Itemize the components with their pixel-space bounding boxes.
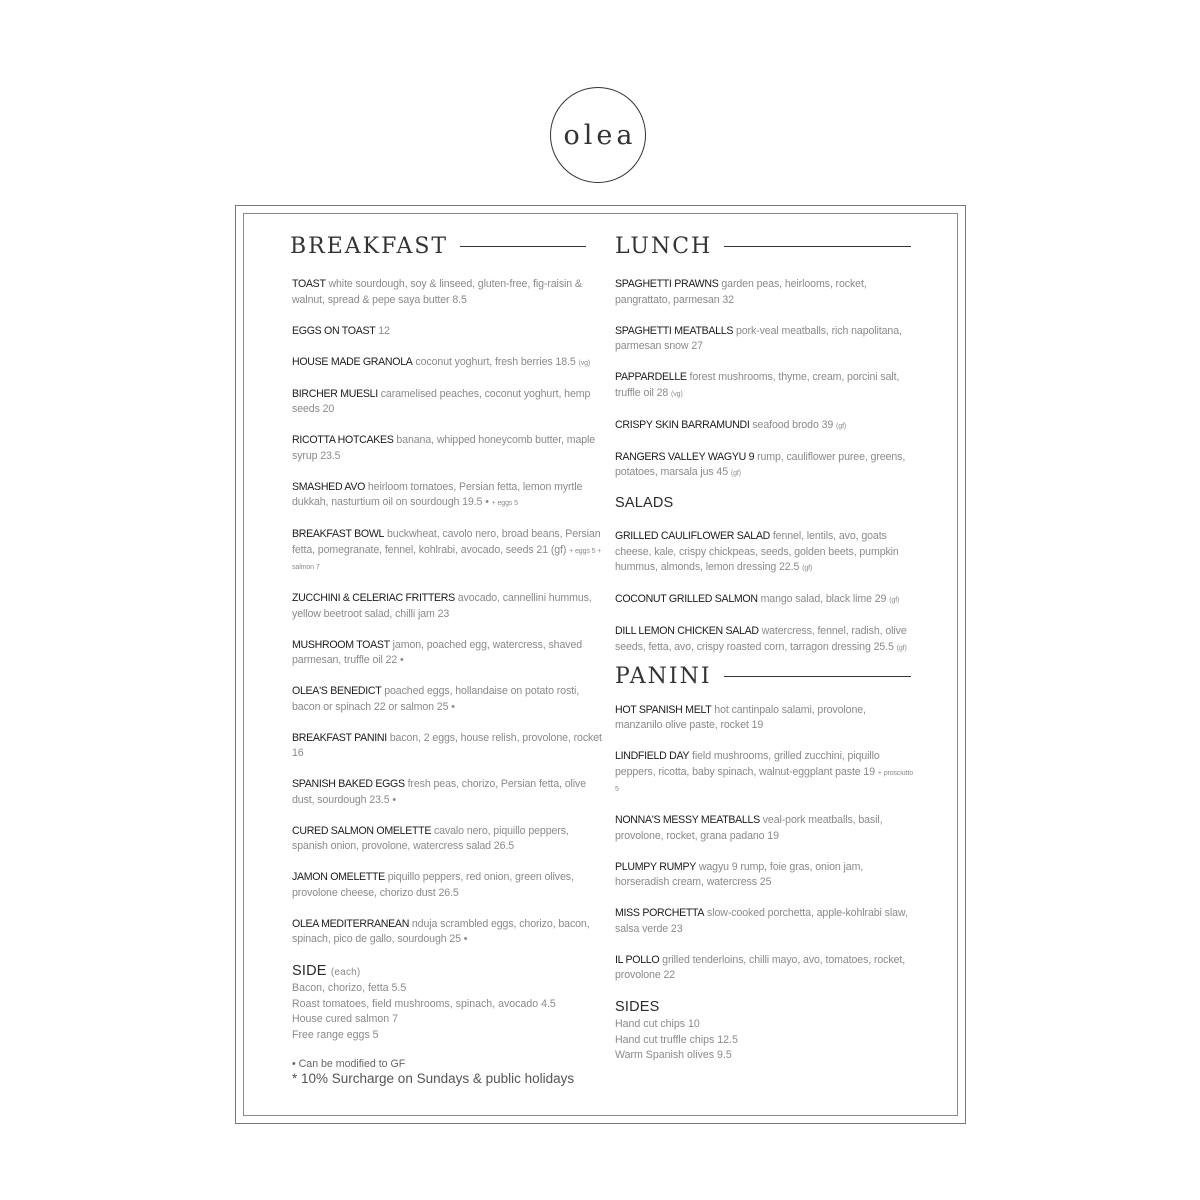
menu-item-name: CRISPY SKIN BARRAMUNDI — [615, 418, 750, 431]
side-line: House cured salmon 7 — [292, 1013, 398, 1025]
breakfast-heading — [290, 234, 604, 259]
menu-item-name: GRILLED CAULIFLOWER SALAD — [615, 530, 770, 542]
menu-item-note: (gf) — [889, 597, 900, 604]
menu-item-description: fresh peas, chorizo, Persian fetta, olive dust, sourdough 23.5 • — [292, 778, 587, 806]
breakfast-column — [292, 234, 604, 1087]
menu-item-name: PAPPARDELLE — [615, 371, 687, 383]
menu-item — [615, 529, 915, 577]
menu-item-description: fennel, lentils, avo, goats cheese, kale, crispy chickpeas, seeds, golden beets, pumpkin hummus, almonds, lemon dressing 22.5 — [615, 530, 899, 573]
menu-item-description: nduja scrambled eggs, chorizo, bacon, spinach, pico de gallo, sourdough 25 • — [292, 917, 590, 945]
olea-logo — [550, 87, 646, 183]
menu-item-description: caramelised peaches, coconut yoghurt, hemp seeds 20 — [292, 387, 591, 415]
menu-item-description: heirloom tomatoes, Persian fetta, lemon myrtle dukkah, nasturtium oil on sourdough 19.5 • — [292, 480, 583, 508]
menu-item-description: veal-pork meatballs, basil, provolone, rocket, grana padano 19 — [615, 814, 883, 842]
salads-title: SALADS — [615, 495, 674, 511]
menu-item-name: SPAGHETTI PRAWNS — [615, 278, 719, 290]
menu-item-note: + prosciutto 5 — [615, 769, 914, 793]
salads-heading — [615, 495, 915, 511]
menu-item — [615, 906, 915, 937]
sides-heading — [615, 999, 915, 1015]
surcharge-footnote: * 10% Surcharge on Sundays & public holidays — [292, 1071, 575, 1086]
menu-item-description: garden peas, heirlooms, rocket, pangrattato, parmesan 32 — [615, 278, 867, 306]
menu-item-description: grilled tenderloins, chilli mayo, avo, tomatoes, rocket, provolone 22 — [615, 953, 906, 981]
menu-item — [292, 277, 604, 308]
menu-item-name: OLEA'S BENEDICT — [292, 685, 382, 697]
menu-item-name: RICOTTA HOTCAKES — [292, 434, 394, 446]
menu-item-name: EGGS ON TOAST — [292, 324, 376, 337]
menu-item-name: CURED SALMON OMELETTE — [292, 824, 432, 837]
menu-item-description: buckwheat, cavolo nero, broad beans, Persian fetta, pomegranate, fennel, kohlrabi, avocado, seeds 21 (gf) — [292, 528, 601, 556]
menu-item-name: RANGERS VALLEY WAGYU 9 — [615, 450, 755, 463]
lunch-divider — [724, 246, 911, 247]
menu-item — [292, 387, 604, 418]
menu-item — [292, 355, 604, 372]
menu-item — [292, 591, 604, 622]
menu-item-name: OLEA MEDITERRANEAN — [292, 917, 410, 930]
menu-item-name: SPAGHETTI MEATBALLS — [615, 324, 734, 337]
menu-item — [292, 684, 604, 715]
menu-item-note: + eggs 5 — [491, 500, 518, 507]
breakfast-list — [292, 277, 604, 948]
menu-item-name: TOAST — [292, 278, 326, 290]
menu-item-description: cavalo nero, piquillo peppers, spanish onion, provolone, watercress salad 26.5 — [292, 824, 569, 852]
menu-item-note: (vg) — [578, 359, 591, 367]
menu-item-name: BIRCHER MUESLI — [292, 387, 378, 400]
menu-item-name: BREAKFAST BOWL — [292, 528, 385, 540]
menu-item-description: watercress, fennel, radish, olive seeds, fetta, avo, crispy roasted corn, tarragon dressing 25.5 — [615, 625, 907, 653]
menu-item-description: 12 — [378, 324, 390, 337]
menu-item-note: (gf) — [836, 422, 847, 430]
menu-item-description: poached eggs, hollandaise on potato rosti, bacon or spinach 22 or salmon 25 • — [292, 685, 580, 713]
panini-heading — [615, 664, 915, 689]
menu-item-name: MISS PORCHETTA — [615, 907, 705, 919]
menu-item-description: pork-veal meatballs, rich napolitana, parmesan snow 27 — [615, 324, 902, 352]
menu-item — [615, 592, 915, 609]
menu-item — [292, 824, 604, 855]
side-each-label: (each) — [330, 967, 361, 978]
menu-item-description: forest mushrooms, thyme, cream, porcini salt, truffle oil 28 — [615, 371, 900, 399]
menu-item-description: hot cantinpalo salami, provolone, manzanilo olive paste, rocket 19 — [615, 703, 866, 731]
menu-item-name: DILL LEMON CHICKEN SALAD — [615, 625, 759, 637]
menu-item — [615, 324, 915, 355]
menu-item — [615, 277, 915, 308]
menu-item-description: seafood brodo 39 — [752, 418, 834, 431]
menu-item-description: bacon, 2 eggs, house relish, provolone, rocket 16 — [292, 731, 602, 759]
menu-item — [292, 433, 604, 464]
menu-item-name: SMASHED AVO — [292, 480, 366, 493]
menu-item — [292, 638, 604, 669]
menu-item-description: field mushrooms, grilled zucchini, piquillo peppers, ricotta, baby spinach, walnut-eggplant paste 19 — [615, 750, 880, 778]
menu-item — [615, 749, 915, 798]
menu-item-note: + eggs 5 + salmon 7 — [292, 547, 602, 571]
menu-item-name: COCONUT GRILLED SALMON — [615, 593, 758, 605]
side-title: SIDE — [292, 963, 327, 979]
sides-title: SIDES — [615, 999, 660, 1015]
menu-item — [292, 324, 604, 340]
side-line: Roast tomatoes, field mushrooms, spinach, avocado 4.5 — [292, 997, 556, 1010]
menu-item — [292, 777, 604, 808]
breakfast-title: BREAKFAST — [290, 234, 449, 259]
menu-item — [615, 370, 915, 402]
menu-item — [292, 480, 604, 512]
menu-item-name: LINDFIELD DAY — [615, 750, 690, 762]
menu-item-note: (vg) — [671, 390, 683, 398]
panini-divider — [724, 676, 911, 677]
salads-list — [615, 529, 915, 656]
menu-item-name: HOT SPANISH MELT — [615, 703, 712, 716]
menu-item — [292, 527, 604, 576]
menu-item-name: MUSHROOM TOAST — [292, 638, 390, 651]
menu-item — [615, 860, 915, 891]
side-heading — [292, 963, 604, 979]
panini-list — [615, 703, 915, 984]
menu-item-description: avocado, cannellini hummus, yellow beetroot salad, chilli jam 23 — [292, 592, 592, 620]
menu-item — [615, 418, 915, 435]
side-line: Free range eggs 5 — [292, 1028, 379, 1041]
menu-item-name: NONNA'S MESSY MEATBALLS — [615, 814, 760, 826]
menu-item — [615, 703, 915, 734]
logo-text: olea — [563, 119, 637, 151]
menu-item-name: JAMON OMELETTE — [292, 871, 385, 883]
gf-footnote: • Can be modified to GF — [292, 1058, 406, 1070]
menu-item — [292, 731, 604, 762]
menu-item-name: PLUMPY RUMPY — [615, 860, 696, 873]
menu-item-name: IL POLLO — [615, 953, 660, 966]
menu-item-description: rump, cauliflower puree, greens, potatoes, marsala jus 45 — [615, 450, 906, 478]
lunch-heading — [615, 234, 915, 259]
menu-item — [615, 813, 915, 844]
menu-item-note: (gf) — [802, 565, 813, 572]
menu-item-name: HOUSE MADE GRANOLA — [292, 355, 413, 368]
menu-item — [615, 624, 915, 656]
menu-item-description: slow-cooked porchetta, apple-kohlrabi slaw, salsa verde 23 — [615, 907, 908, 935]
menu-item-note: (gf) — [730, 470, 741, 477]
menu-item — [292, 917, 604, 948]
breakfast-divider — [460, 246, 586, 247]
sides-line: Hand cut truffle chips 12.5 — [615, 1033, 738, 1046]
panini-title: PANINI — [615, 663, 712, 689]
menu-item — [615, 450, 915, 482]
lunch-list — [615, 277, 915, 482]
menu-item-description: wagyu 9 rump, foie gras, onion jam, horseradish cream, watercress 25 — [615, 860, 864, 888]
lunch-title: LUNCH — [615, 234, 713, 259]
sides-line: Hand cut chips 10 — [615, 1018, 700, 1030]
menu-item — [615, 953, 915, 984]
menu-item — [292, 870, 604, 901]
menu-item-name: ZUCCHINI & CELERIAC FRITTERS — [292, 592, 455, 604]
lunch-column — [615, 234, 915, 1064]
menu-item-description: mango salad, black lime 29 — [760, 593, 887, 605]
sides-line: Warm Spanish olives 9.5 — [615, 1049, 732, 1061]
menu-item-description: jamon, poached egg, watercress, shaved parmesan, truffle oil 22 • — [292, 638, 583, 666]
menu-item-description: white sourdough, soy & linseed, gluten-free, fig-raisin & walnut, spread & pepe saya butter 8.5 — [292, 278, 582, 306]
menu-item-name: BREAKFAST PANINI — [292, 731, 387, 744]
menu-item-description: coconut yoghurt, fresh berries 18.5 — [415, 355, 576, 368]
menu-item-description: piquillo peppers, red onion, green olives, provolone cheese, chorizo dust 26.5 — [292, 871, 574, 899]
menu-item-name: SPANISH BAKED EGGS — [292, 778, 405, 790]
side-line: Bacon, chorizo, fetta 5.5 — [292, 982, 407, 994]
menu-item-note: (gf) — [896, 644, 907, 652]
menu-item-description: banana, whipped honeycomb butter, maple syrup 23.5 — [292, 434, 596, 462]
